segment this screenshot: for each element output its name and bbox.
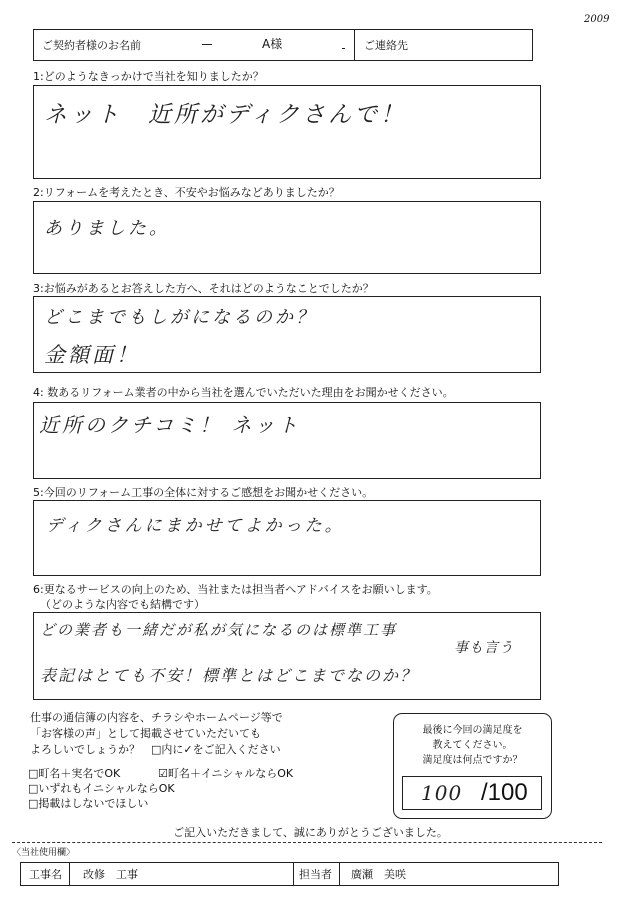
q5-answer: ディクさんにまかせてよかった。 — [46, 516, 345, 536]
q3-answer-box — [33, 296, 541, 373]
q2-answer-box — [33, 201, 541, 274]
contact-label: ご連絡先 — [364, 39, 408, 52]
q5-label: 5:今回のリフォーム工事の全体に対するご感想をお聞かせください。 — [33, 486, 374, 499]
satisfaction-line3: 満足度は何点ですか？ — [422, 755, 523, 766]
consent-option-no-publish[interactable]: □掲載はしないでほしい — [28, 797, 149, 810]
name-field-tick — [202, 44, 212, 45]
name-value: A様 — [262, 37, 283, 51]
corner-note: 2009 — [584, 14, 610, 25]
work-name-value: 改修 工事 — [83, 868, 138, 881]
thanks-message: ご記入いただきまして、誠にありがとうございました。 — [173, 826, 448, 839]
consent-option-initial-name[interactable]: ☑町名＋イニシャルならOK — [158, 767, 294, 780]
score-value: 100 — [421, 781, 463, 805]
q4-answer-box — [33, 402, 541, 479]
q6-answer-line3: 表記はとても不安！標準とはどこまでなのか？ — [40, 666, 419, 685]
q3-label: 3:お悩みがあるとお答えした方へ、それはどのようなことでしたか？ — [33, 282, 374, 295]
satisfaction-line1: 最後に今回の満足度を — [422, 725, 523, 736]
name-field-tick-2 — [342, 48, 345, 49]
consent-option-real-name[interactable]: □町名＋実名でOK — [28, 767, 121, 780]
q6-sublabel: （どのような内容でも結構です） — [40, 598, 205, 611]
staff-label-divider — [339, 863, 340, 885]
q6-answer-box — [33, 612, 541, 700]
consent-line1: 仕事の通信簿の内容を、チラシやホームページ等で — [30, 711, 283, 724]
q2-label: 2:リフォームを考えたとき、不安やお悩みなどありましたか？ — [33, 186, 340, 199]
work-name-label: 工事名 — [29, 868, 62, 881]
office-use-label: 〈当社使用欄〉 — [12, 848, 76, 858]
name-label: ご契約者様のお名前 — [42, 39, 141, 52]
staff-label: 担当者 — [299, 868, 332, 881]
office-mid-divider — [293, 863, 294, 885]
q1-answer: ネット 近所がディクさんで！ — [44, 102, 407, 128]
q3-answer-line2: 金額面！ — [44, 343, 140, 367]
q1-answer-box — [33, 85, 541, 179]
q6-answer-line1: どの業者も一緒だが私が気になるのは標準工事 — [40, 621, 398, 639]
work-label-divider — [69, 863, 70, 885]
score-max: /100 — [481, 779, 528, 806]
q4-label: 4: 数あるリフォーム業者の中から当社を選んでいただいた理由をお聞かせください。 — [33, 386, 454, 399]
consent-line2: 「お客様の声」として掲載させていただいても — [30, 727, 261, 740]
header-divider — [354, 30, 355, 60]
office-divider — [12, 842, 602, 843]
q2-answer: ありました。 — [44, 218, 170, 239]
office-table — [20, 862, 559, 886]
staff-value: 廣瀬 美咲 — [351, 868, 406, 881]
score-box — [402, 776, 542, 810]
consent-option-all-initial[interactable]: □いずれもイニシャルならOK — [28, 782, 175, 795]
satisfaction-box — [393, 713, 552, 819]
q5-answer-box — [33, 500, 541, 576]
q3-answer-line1: どこまでもしがになるのか？ — [44, 307, 317, 328]
q4-answer: 近所のクチコミ！ ネット — [39, 413, 301, 437]
header-box — [33, 29, 533, 61]
satisfaction-line2: 教えてください。 — [432, 740, 513, 751]
q1-label: 1:どのようなきっかけで当社を知りましたか？ — [33, 70, 264, 83]
consent-line3: よろしいでしょうか？ □内に✓をご記入ください — [30, 743, 281, 756]
q6-answer-line2: 事も言う — [454, 640, 514, 656]
q6-label: 6:更なるサービスの向上のため、当社または担当者へアドバイスをお願いします。 — [33, 583, 438, 596]
